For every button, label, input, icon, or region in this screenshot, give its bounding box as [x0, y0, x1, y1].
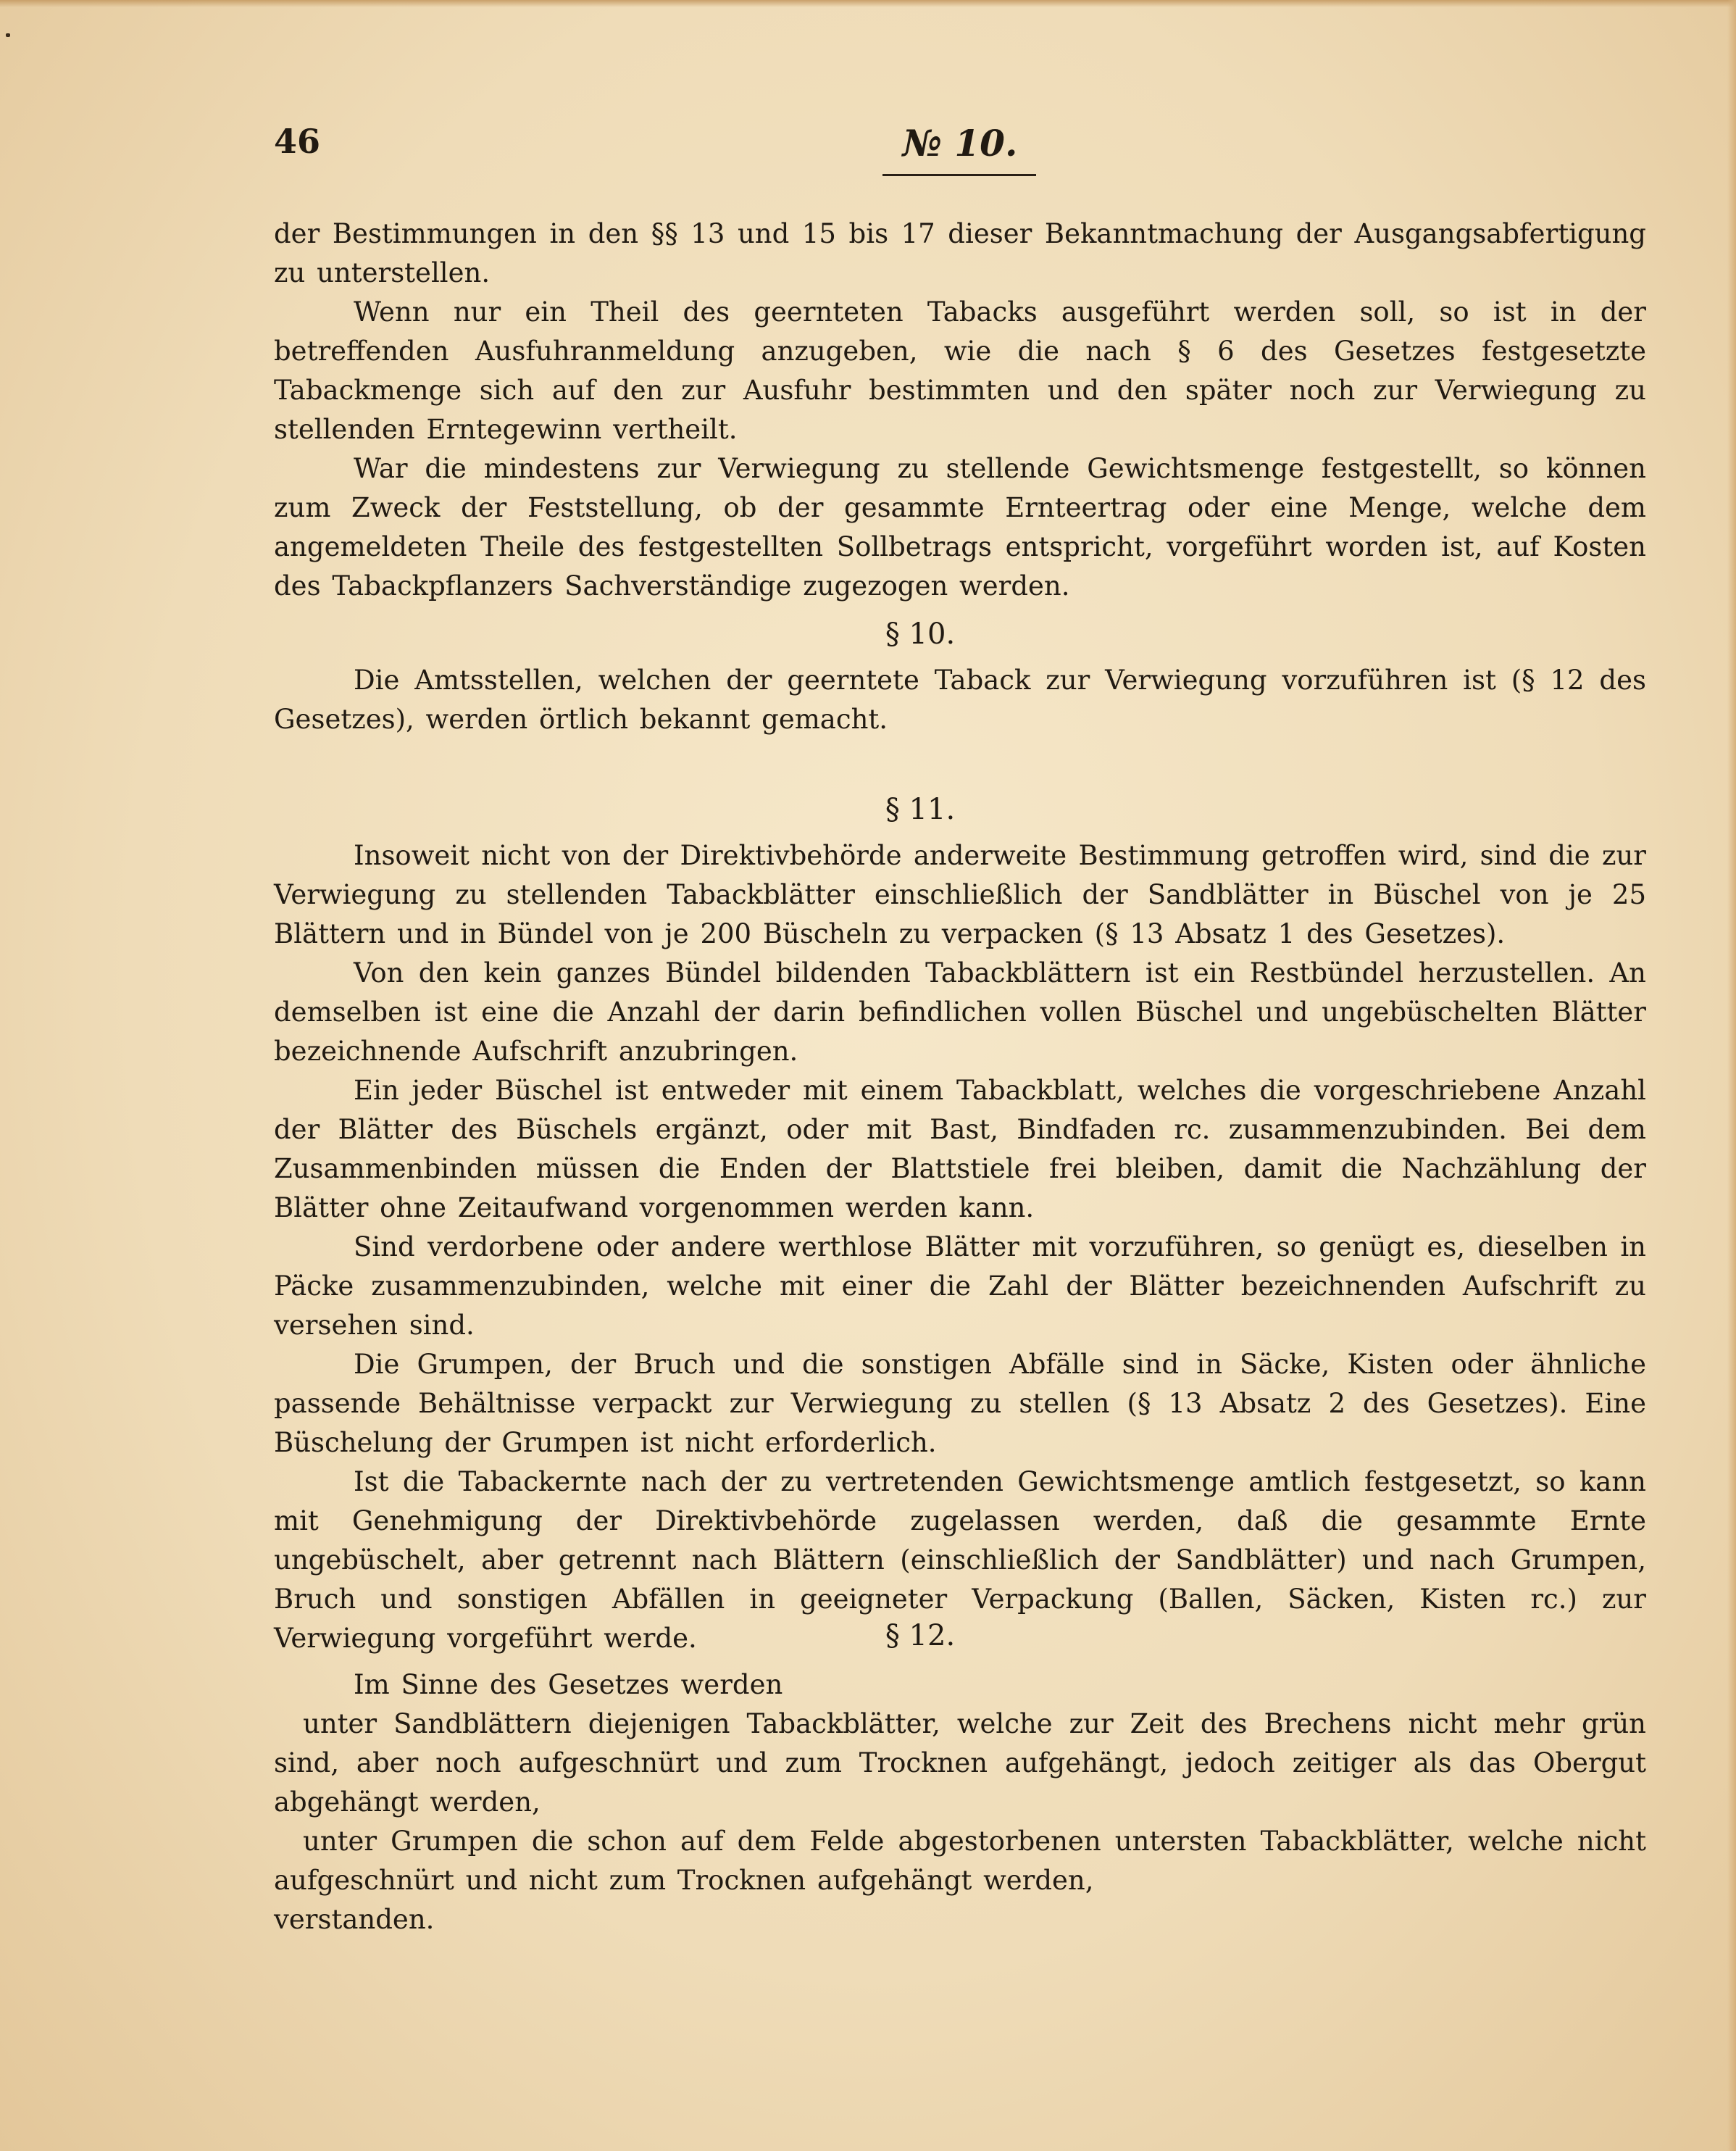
paragraph: der Bestimmungen in den §§ 13 und 15 bis 17 dieser Bekanntmachung der Ausgangsabfertigung zu unterstellen. [274, 218, 1646, 288]
section-heading-12: § 12. [885, 1619, 956, 1652]
definition-item: unter Sandblättern diejenigen Tabackblätter, welche zur Zeit des Brechens nicht mehr grün sind, aber noch aufgeschnürt und zum Trocknen aufgehängt, jedoch zeitiger als das Obergut abgehängt werden, [274, 1708, 1646, 1818]
paragraph: Die Grumpen, der Bruch und die sonstigen Abfälle sind in Säcke, Kisten oder ähnliche passende Behältnisse verpackt zur Verwiegung zu stellen (§ 13 Absatz 2 des Gesetzes). Eine Büschelung der Grumpen ist nicht erforderlich. [274, 1349, 1646, 1458]
page-edge-shadow [0, 0, 1736, 7]
ink-speck [6, 33, 10, 37]
paragraph: Die Amtsstellen, welchen der geerntete Taback zur Verwiegung vorzuführen ist (§ 12 des Gesetzes), werden örtlich bekannt gemacht. [274, 665, 1646, 735]
page-edge-shadow [1727, 0, 1736, 2151]
paragraph: Sind verdorbene oder andere werthlose Blätter mit vorzuführen, so genügt es, dieselben in Päcke zusammenzubinden, welche mit einer die Zahl der Blätter bezeichnenden Aufschrift zu versehen sind. [274, 1231, 1646, 1341]
section-10-body [274, 661, 1646, 739]
definition-item: unter Grumpen die schon auf dem Felde abgestorbenen untersten Tabackblätter, welche nicht aufgeschnürt und nicht zum Trocknen aufgehängt werden, [274, 1826, 1646, 1896]
continuation-text [274, 215, 1646, 606]
issue-underline [882, 174, 1036, 176]
paragraph: Im Sinne des Gesetzes werden [354, 1669, 783, 1700]
paragraph: verstanden. [274, 1904, 435, 1935]
paragraph: Ein jeder Büschel ist entweder mit einem Tabackblatt, welches die vorgeschriebene Anzahl der Blätter des Büschels ergänzt, oder mit Bast, Bindfaden rc. zusammenzubinden. Bei dem Zusammenbinden müssen die Enden der Blattstiele frei bleiben, damit die Nachzählung der Blätter ohne Zeitaufwand vorgenommen werden kann. [274, 1075, 1646, 1223]
paragraph: War die mindestens zur Verwiegung zu stellende Gewichtsmenge festgestellt, so können zum Zweck der Feststellung, ob der gesammte Ernteertrag oder eine Menge, welche dem angemeldeten Theile des festgestellten Sollbetrags entspricht, vorgeführt worden ist, auf Kosten des Tabackpflanzers Sachverständige zugezogen werden. [274, 453, 1646, 602]
paragraph: Wenn nur ein Theil des geernteten Tabacks ausgeführt werden soll, so ist in der betreffenden Ausfuhranmeldung anzugeben, wie die nach § 6 des Gesetzes festgesetzte Tabackmenge sich auf den zur Ausfuhr bestimmten und den später noch zur Verwiegung zu stellenden Erntegewinn vertheilt. [274, 296, 1646, 445]
page-number: 46 [274, 122, 321, 161]
section-heading-11: § 11. [885, 793, 956, 826]
paragraph: Von den kein ganzes Bündel bildenden Tabackblättern ist ein Restbündel herzustellen. An demselben ist eine die Anzahl der darin befindlichen vollen Büschel und ungebüschelten Blätter bezeichnende Aufschrift anzubringen. [274, 957, 1646, 1067]
paragraph: Ist die Tabackernte nach der zu vertretenden Gewichtsmenge amtlich festgesetzt, so kann mit Genehmigung der Direktivbehörde zugelassen werden, daß die gesammte Ernte ungebüschelt, aber getrennt nach Blättern (einschließlich der Sandblätter) und nach Grumpen, Bruch und sonstigen Abfällen in geeigneter Verpackung (Ballen, Säcken, Kisten rc.) zur Verwiegung vorgeführt werde. [274, 1466, 1646, 1654]
issue-number: № 10. [902, 122, 1018, 165]
section-11-body [274, 836, 1646, 1658]
paragraph: Insoweit nicht von der Direktivbehörde anderweite Bestimmung getroffen wird, sind die zur Verwiegung zu stellenden Tabackblätter einschließlich der Sandblätter in Büschel von je 25 Blättern und in Bündel von je 200 Büscheln zu verpacken (§ 13 Absatz 1 des Gesetzes). [274, 840, 1646, 949]
section-12-body [274, 1665, 1646, 1939]
section-heading-10: § 10. [885, 617, 956, 651]
